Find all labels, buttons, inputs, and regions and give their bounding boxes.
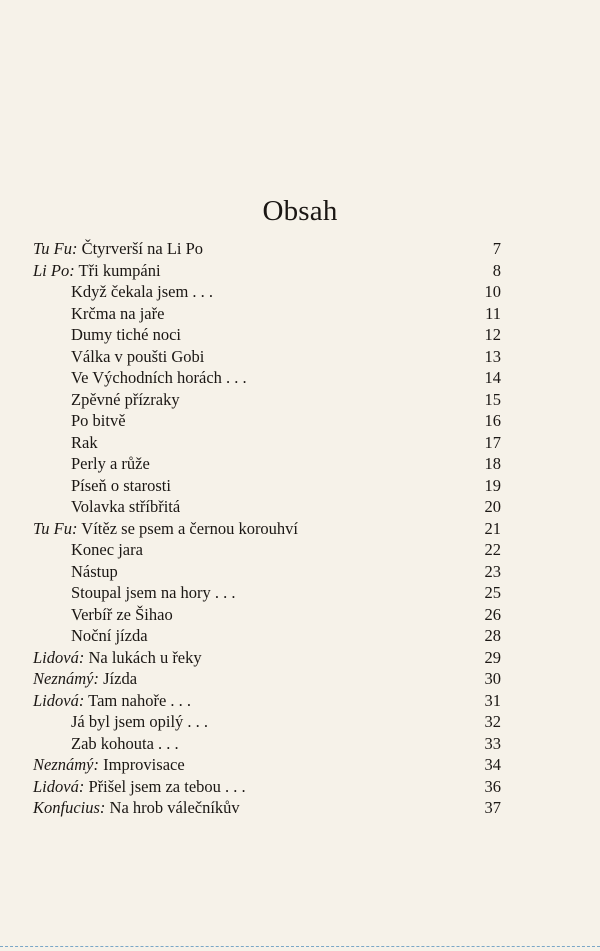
toc-author: Tu Fu: (33, 518, 78, 538)
toc-page-number: 18 (484, 454, 501, 473)
toc-entry-text (71, 346, 204, 368)
toc-page-number: 23 (484, 561, 501, 581)
toc-entry (33, 776, 501, 798)
toc-entry (33, 690, 501, 712)
toc-author: Tu Fu: (33, 239, 78, 258)
toc-page-number: 15 (484, 389, 501, 409)
toc-entry-text (71, 324, 181, 346)
toc-entry-text (33, 238, 203, 260)
toc-page-number: 29 (484, 647, 501, 667)
toc-poem-title: Konec jara (71, 540, 143, 559)
toc-page-number: 11 (485, 303, 501, 323)
toc-entry (33, 733, 501, 755)
table-of-contents (33, 238, 501, 819)
toc-author: Lidová: (33, 690, 85, 710)
toc-entry (33, 303, 501, 325)
toc-entry-text (71, 561, 118, 583)
toc-entry-text (71, 733, 179, 755)
toc-author: Konfucius: (33, 798, 106, 817)
toc-entry-text (71, 432, 98, 454)
toc-page-number: 31 (484, 690, 501, 710)
toc-entry (33, 561, 501, 583)
toc-entry (33, 604, 501, 626)
toc-entry-text (71, 539, 143, 561)
toc-poem-title: Noční jízda (71, 626, 148, 645)
toc-poem-title: Ve Východních horách . . . (71, 368, 247, 387)
toc-entry (33, 410, 501, 432)
toc-entry (33, 582, 501, 604)
toc-poem-title: Stoupal jsem na hory . . . (71, 583, 236, 602)
toc-page-number: 32 (484, 712, 501, 731)
toc-entry (33, 754, 501, 776)
toc-page-number: 7 (492, 239, 501, 258)
toc-author: Neznámý: (33, 755, 99, 774)
toc-entry (33, 238, 501, 260)
toc-entry-text (71, 281, 213, 303)
toc-poem-title: Dumy tiché noci (71, 325, 181, 344)
toc-entry (33, 496, 501, 518)
toc-page-number: 36 (484, 776, 501, 796)
toc-poem-title: Verbíř ze Šihao (71, 604, 173, 624)
toc-entry (33, 432, 501, 454)
toc-entry-text (71, 453, 150, 475)
toc-entry (33, 475, 501, 497)
toc-entry (33, 797, 501, 819)
toc-entry-text (33, 518, 298, 540)
page-title: Obsah (262, 195, 338, 228)
toc-poem-title: Já byl jsem opilý . . . (71, 712, 209, 731)
toc-page-number: 28 (484, 626, 501, 645)
toc-poem-title: Píseň o starosti (71, 475, 171, 495)
toc-author: Li Po: (33, 260, 75, 280)
toc-entry-text (33, 754, 185, 776)
toc-page-number: 34 (484, 755, 501, 774)
toc-author: Lidová: (33, 647, 85, 667)
toc-entry-text (71, 410, 126, 432)
toc-page-number: 21 (484, 518, 501, 538)
toc-poem-title: Nástup (71, 561, 118, 581)
toc-poem-title: Tam nahoře . . . (88, 690, 192, 710)
toc-poem-title: Zpěvné přízraky (71, 389, 180, 409)
toc-poem-title: Tři kumpáni (78, 260, 161, 280)
toc-page-number: 22 (484, 540, 501, 559)
toc-page-number: 19 (484, 475, 501, 495)
toc-page-number: 14 (484, 368, 501, 387)
toc-entry-text (33, 668, 137, 690)
toc-page-number: 10 (484, 282, 501, 301)
toc-poem-title: Přišel jsem za tebou . . . (88, 776, 246, 796)
toc-entry-text (71, 711, 208, 733)
toc-poem-title: Vítěz se psem a černou korouhví (81, 518, 299, 538)
toc-poem-title: Krčma na jaře (71, 303, 165, 323)
toc-entry (33, 389, 501, 411)
toc-entry (33, 367, 501, 389)
toc-entry (33, 539, 501, 561)
toc-poem-title: Improvisace (103, 755, 185, 774)
toc-page-number: 8 (492, 260, 501, 280)
toc-entry-text (71, 475, 171, 497)
toc-author: Lidová: (33, 776, 85, 796)
toc-poem-title: Čtyrverší na Li Po (81, 239, 204, 258)
toc-page-number: 26 (484, 604, 501, 624)
toc-entry (33, 625, 501, 647)
toc-entry-text (33, 797, 240, 819)
toc-poem-title: Zab kohouta . . . (71, 733, 179, 753)
toc-entry (33, 647, 501, 669)
page-bottom-edge (0, 946, 600, 947)
toc-page-number: 33 (484, 733, 501, 753)
toc-page-number: 12 (484, 325, 501, 344)
toc-poem-title: Rak (71, 432, 98, 452)
toc-entry-text (71, 389, 180, 411)
toc-entry-text (71, 582, 236, 604)
toc-poem-title: Válka v poušti Gobi (71, 346, 205, 366)
toc-entry-text (33, 690, 191, 712)
toc-poem-title: Na hrob válečníkův (109, 798, 240, 817)
toc-poem-title: Na lukách u řeky (88, 647, 202, 667)
toc-entry (33, 518, 501, 540)
toc-poem-title: Volavka stříbřitá (71, 497, 181, 516)
toc-page-number: 16 (484, 411, 501, 430)
toc-poem-title: Jízda (103, 669, 138, 688)
toc-entry (33, 324, 501, 346)
toc-poem-title: Když čekala jsem . . . (71, 282, 214, 301)
toc-entry-text (71, 303, 164, 325)
toc-entry-text (33, 647, 202, 669)
toc-entry (33, 711, 501, 733)
toc-entry-text (33, 776, 246, 798)
toc-page-number: 13 (484, 346, 501, 366)
toc-poem-title: Po bitvě (71, 411, 126, 430)
toc-entry (33, 668, 501, 690)
toc-entry (33, 260, 501, 282)
toc-page-number: 30 (484, 669, 501, 688)
toc-author: Neznámý: (33, 669, 99, 688)
toc-page-number: 25 (484, 583, 501, 602)
toc-entry (33, 346, 501, 368)
toc-entry-text (71, 604, 173, 626)
toc-poem-title: Perly a růže (71, 454, 150, 473)
toc-page-number: 37 (484, 798, 501, 817)
toc-entry-text (33, 260, 161, 282)
toc-page-number: 17 (484, 432, 501, 452)
toc-entry-text (71, 367, 247, 389)
toc-entry-text (71, 625, 148, 647)
toc-page-number: 20 (484, 497, 501, 516)
toc-entry (33, 453, 501, 475)
toc-entry (33, 281, 501, 303)
toc-entry-text (71, 496, 180, 518)
